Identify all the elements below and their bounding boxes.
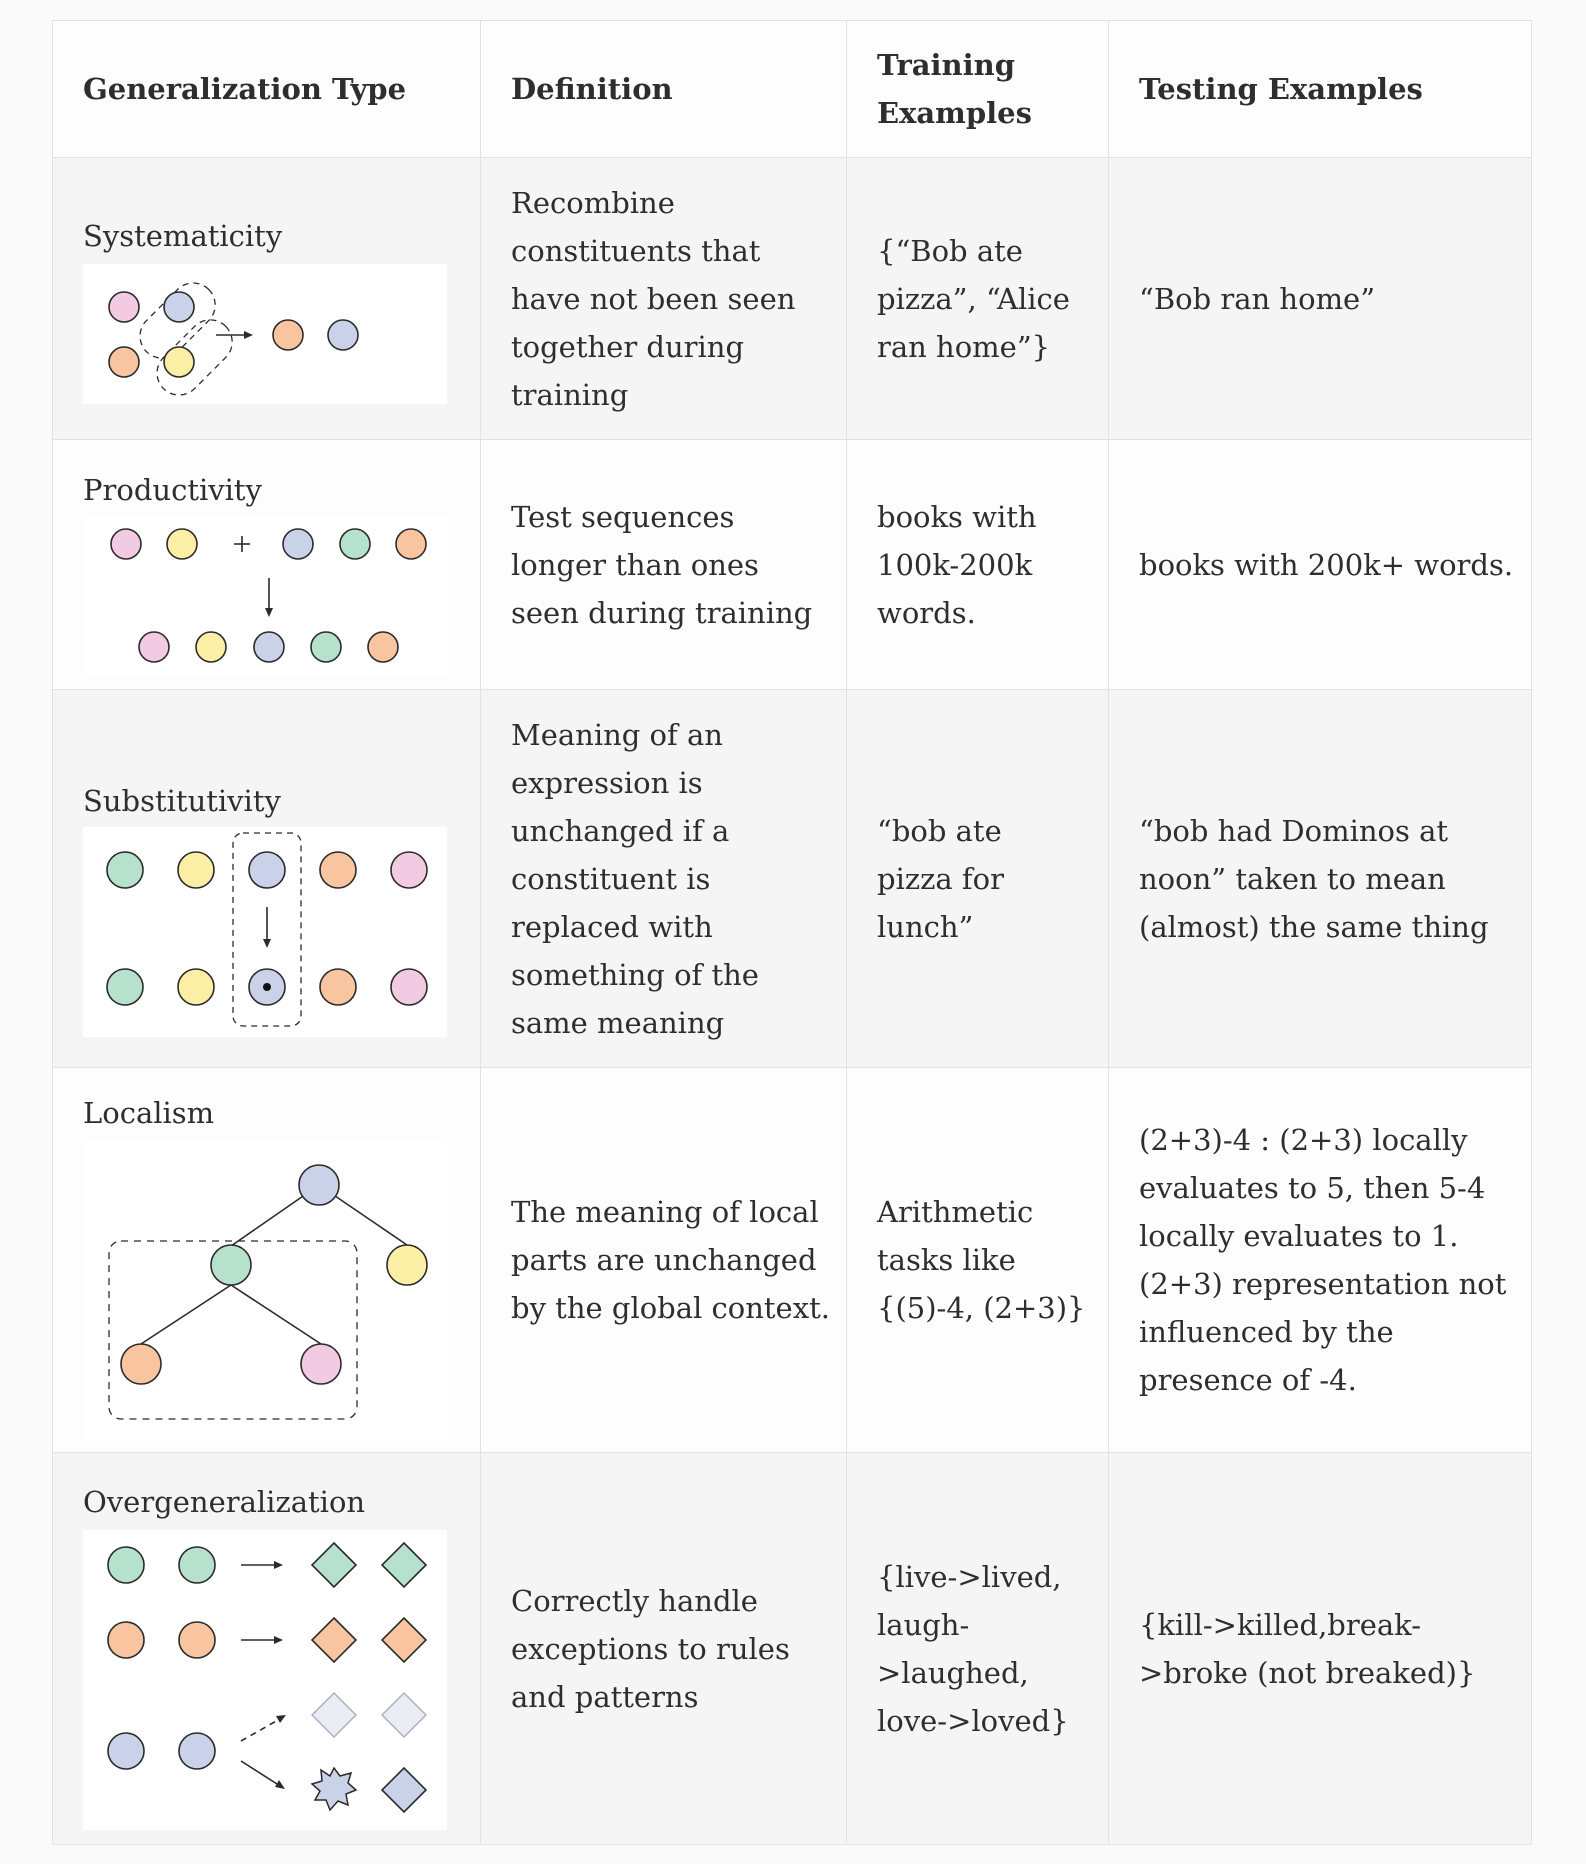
testing-examples-cell: “bob had Dominos at noon” taken to mean (almost) the same thing [1109,690,1532,1068]
table-row [53,690,1532,1068]
plus-icon [234,536,250,552]
faded-diamond-icon [312,1693,356,1737]
header-training-examples: Training Examples [847,21,1109,158]
arrow-icon [216,331,253,339]
circle-icon [107,969,143,1005]
type-label-productivity: Productivity [83,472,262,507]
circle-icon [283,529,313,559]
type-cell [53,158,481,440]
header-testing-examples: Testing Examples [1109,21,1532,158]
circle-icon [164,292,194,322]
training-examples-cell: books with 100k-200k words. [847,440,1109,690]
type-cell [53,690,481,1068]
circle-icon [167,529,197,559]
training-examples-cell: Arithmetic tasks like {(5)-4, (2+3)} [847,1068,1109,1453]
header-definition: Definition [481,21,847,158]
circle-icon [320,852,356,888]
type-label-overgeneralization: Overgeneralization [83,1484,366,1519]
dashed-arrow-icon [241,1715,286,1741]
tree-edges [141,1185,407,1344]
circle-icon [301,1344,341,1384]
training-examples-cell: {live->lived, laugh- >laughed, love->loved} [847,1453,1109,1845]
dot-icon [263,983,271,991]
type-label-localism: Localism [83,1096,215,1130]
circle-icon [340,529,370,559]
table-row [53,1068,1532,1453]
circle-icon [178,969,214,1005]
table-header-row [53,21,1532,158]
overgeneralization-diagram [83,1530,447,1830]
circle-icon [320,969,356,1005]
circle-icon [196,632,226,662]
definition-cell: Recombine constituents that have not been seen together during training [481,158,847,440]
testing-examples-cell: books with 200k+ words. [1109,440,1532,690]
faded-diamond-icon [382,1693,426,1737]
testing-examples-cell: {kill->killed,break- >broke (not breaked)} [1109,1453,1532,1845]
diamond-icon [312,1543,356,1587]
diamond-icon [382,1543,426,1587]
type-label-substitutivity: Substitutivity [83,783,281,818]
generalization-types-table [52,20,1532,1845]
table-row [53,158,1532,440]
testing-examples-cell: “Bob ran home” [1109,158,1532,440]
training-examples-cell: “bob ate pizza for lunch” [847,690,1109,1068]
circle-icon [108,1547,144,1583]
systematicity-diagram [83,264,447,404]
circle-icon [164,347,194,377]
circle-icon [109,292,139,322]
table-row [53,1453,1532,1845]
productivity-diagram [83,516,447,676]
circle-icon [109,347,139,377]
training-examples-cell: {“Bob ate pizza”, “Alice ran home”} [847,158,1109,440]
arrow-icon [241,1636,283,1644]
circle-icon [179,1547,215,1583]
table-row [53,440,1532,690]
circle-icon [179,1622,215,1658]
arrow-icon [241,1561,283,1569]
circle-icon [391,969,427,1005]
circle-icon [178,852,214,888]
definition-cell: The meaning of local parts are unchanged by the global context. [481,1068,847,1453]
substitutivity-diagram [83,827,447,1037]
diamond-icon [312,1618,356,1662]
circle-icon [311,632,341,662]
circle-icon [179,1733,215,1769]
definition-cell: Test sequences longer than ones seen during training [481,440,847,690]
localism-diagram [83,1141,447,1441]
star-icon [312,1768,356,1810]
circle-icon [108,1733,144,1769]
diamond-icon [382,1768,426,1812]
circle-icon [254,632,284,662]
circle-icon [107,852,143,888]
circle-icon [211,1245,251,1285]
circle-icon [368,632,398,662]
arrow-icon [263,907,271,948]
header-generalization-type: Generalization Type [53,21,481,158]
definition-cell: Meaning of an expression is unchanged if a constituent is replaced with something of the same meaning [481,690,847,1068]
circle-icon [121,1344,161,1384]
arrow-icon [265,578,273,617]
circle-icon [139,632,169,662]
type-cell [53,1453,481,1845]
circle-icon [387,1245,427,1285]
circle-icon [108,1622,144,1658]
type-cell [53,440,481,690]
circle-icon [299,1165,339,1205]
type-cell [53,1068,481,1453]
circle-icon [328,320,358,350]
circle-icon [111,529,141,559]
circle-icon [273,320,303,350]
definition-cell: Correctly handle exceptions to rules and patterns [481,1453,847,1845]
type-label-systematicity: Systematicity [83,218,283,253]
circle-icon [391,852,427,888]
arrow-icon [241,1761,285,1789]
diamond-icon [382,1618,426,1662]
testing-examples-cell: (2+3)-4 : (2+3) locally evaluates to 5, then 5-4 locally evaluates to 1. (2+3) representation not influenced by the presence of -4. [1109,1068,1532,1453]
circle-icon [249,852,285,888]
circle-icon [396,529,426,559]
